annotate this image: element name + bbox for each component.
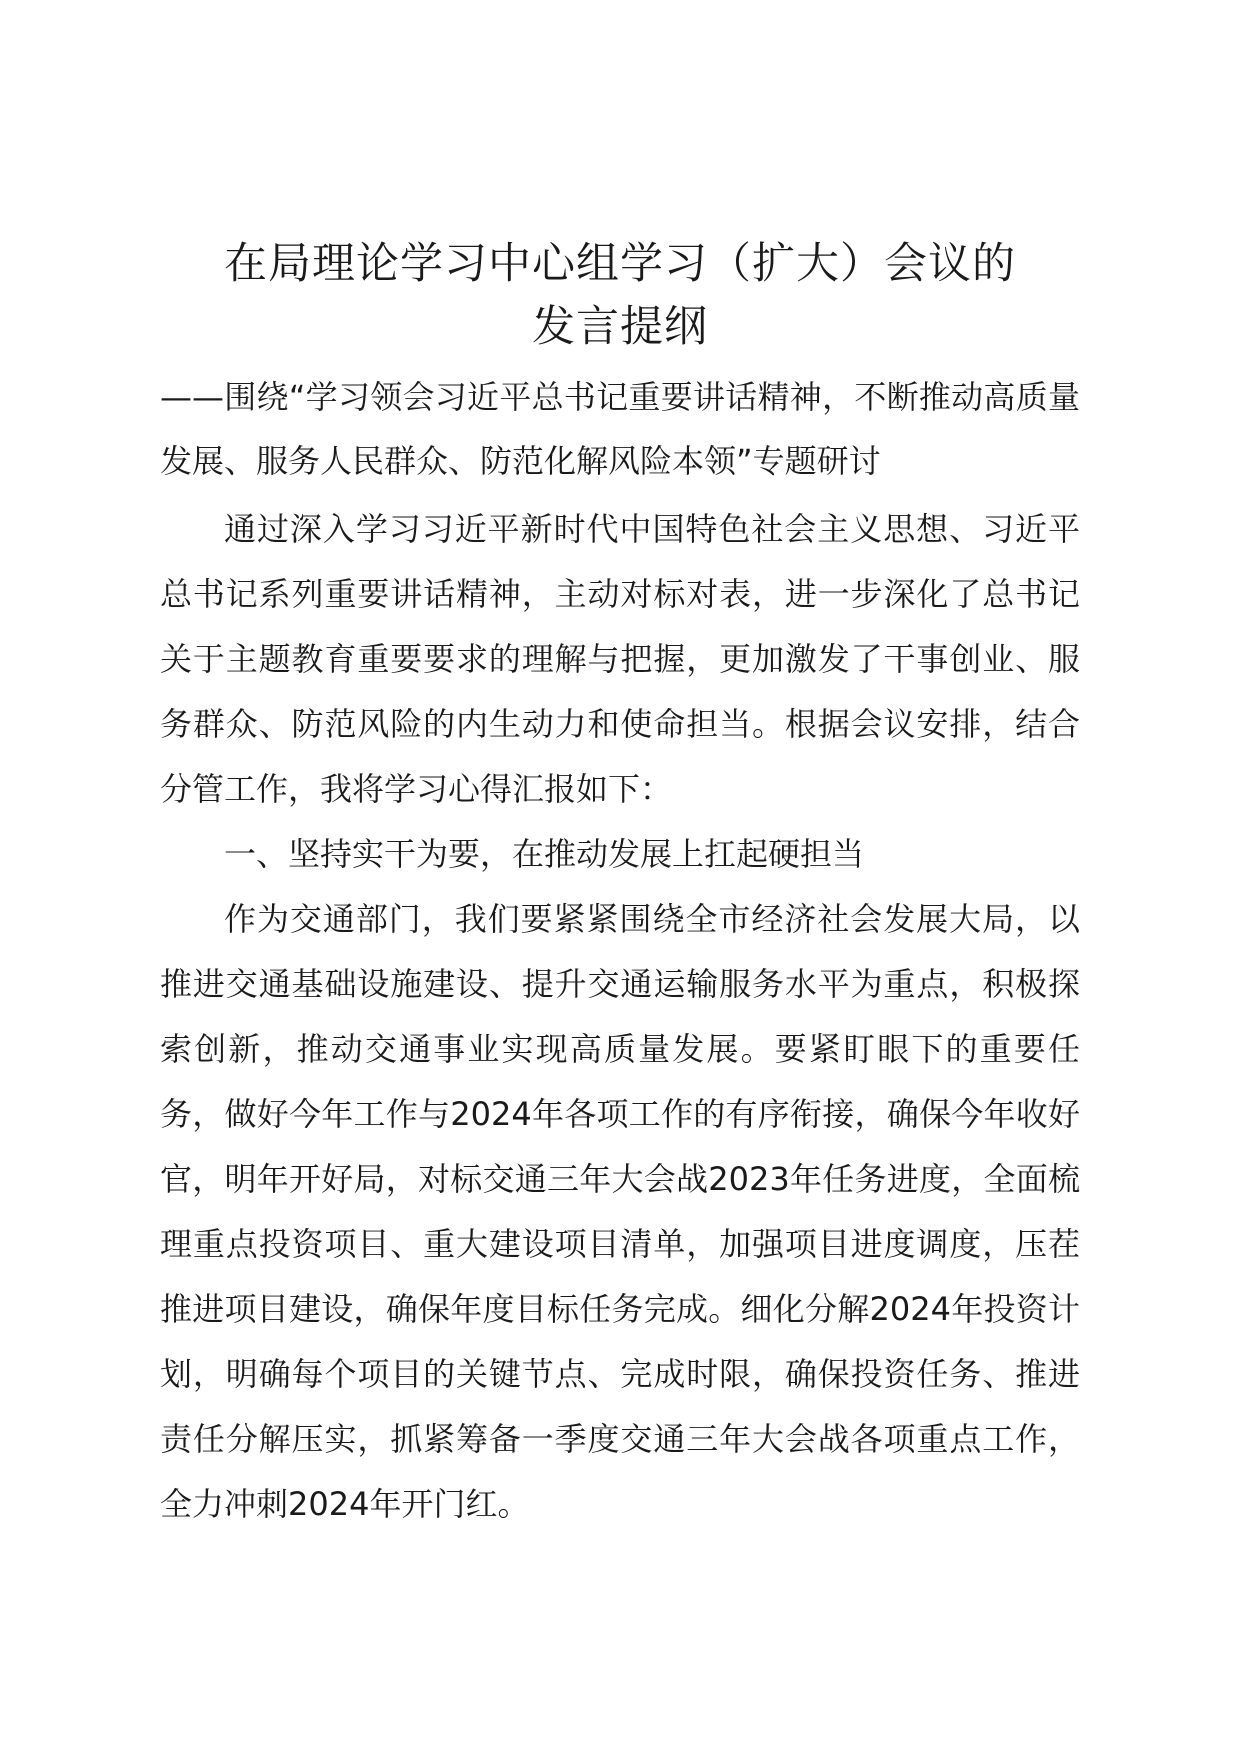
document-title-line-2: 发言提纲 [532,302,708,352]
document-page [160,0,1080,1754]
paragraph-intro: 通过深入学习习近平新时代中国特色社会主义思想、习近平总书记系列重要讲话精神，主动对标对表，进一步深化了总书记关于主题教育重要要求的理解与把握，更加激发了干事创业、服务群众、防范风险的内生动力和使命担当。根据会议安排，结合分管工作，我将学习心得汇报如下： [160,510,1080,808]
paragraph-section-1: 作为交通部门，我们要紧紧围绕全市经济社会发展大局，以推进交通基础设施建设、提升交通运输服务水平为重点，积极探索创新，推动交通事业实现高质量发展。要紧盯眼下的重要任务，做好今年工作与2024年各项工作的有序衔接，确保今年收好官，明年开好局，对标交通三年大会战2023年任务进度，全面梳理重点投资项目、重大建设项目清单，加强项目进度调度，压茬推进项目建设，确保年度目标任务完成。细化分解2024年投资计划，明确每个项目的关键节点、完成时限，确保投资任务、推进责任分解压实，抓紧筹备一季度交通三年大会战各项重点工作，全力冲刺2024年开门红。 [160,900,1080,1523]
section-heading-1: 一、坚持实干为要，在推动发展上扛起硬担当 [224,835,865,873]
document-body [160,497,1080,1537]
document-title-line-1: 在局理论学习中心组学习（扩大）会议的 [224,239,1016,289]
document-subtitle: ——围绕“学习领会习近平总书记重要讲话精神，不断推动高质量发展、服务人民群众、防范化解风险本领”专题研讨 [160,378,1080,480]
